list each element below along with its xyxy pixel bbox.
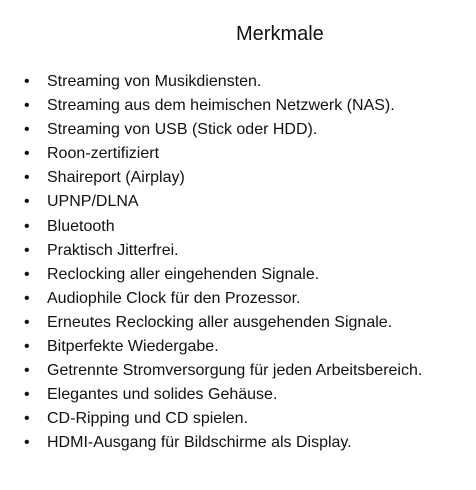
bullet-icon: • (24, 121, 30, 139)
bullet-icon: • (24, 73, 30, 90)
bullet-icon: • (24, 434, 30, 452)
bullet-icon: • (24, 193, 30, 211)
list-item-text: Roon-zertifiziert (47, 145, 160, 163)
list-item-text: CD-Ripping und CD spielen. (47, 410, 248, 428)
list-item-text: Shaireport (Airplay) (47, 169, 185, 187)
bullet-icon: • (24, 410, 30, 428)
bullet-icon: • (24, 97, 30, 115)
list-item-text: HDMI-Ausgang für Bildschirme als Display. (47, 434, 352, 452)
list-item-text: Erneutes Reclocking aller ausgehenden Signale. (47, 313, 393, 331)
bullet-icon: • (24, 241, 30, 259)
list-item-text: Bitperfekte Wiedergabe. (47, 338, 219, 356)
list-item-text: Audiophile Clock für den Prozessor. (47, 289, 301, 307)
bullet-icon: • (24, 338, 30, 356)
list-item-text: Reclocking aller eingehenden Signale. (47, 265, 320, 283)
bullet-icon: • (24, 145, 30, 163)
list-item-text: Praktisch Jitterfrei. (47, 241, 179, 259)
bullet-icon: • (24, 265, 30, 283)
bullet-icon: • (24, 169, 30, 187)
page-title: Merkmale (236, 23, 324, 45)
list-item-text: Getrennte Stromversorgung für jeden Arbeitsbereich. (47, 362, 423, 380)
list-item-text: Streaming von Musikdiensten. (47, 73, 262, 90)
bullet-icon: • (24, 313, 30, 331)
list-item-text: Streaming von USB (Stick oder HDD). (47, 121, 318, 139)
bullet-icon: • (24, 362, 30, 380)
list-item-text: Elegantes und solides Gehäuse. (47, 386, 278, 404)
list-item-text: Streaming aus dem heimischen Netzwerk (NAS). (47, 97, 395, 115)
bullet-icon: • (24, 217, 30, 235)
list-item-text: UPNP/DLNA (47, 193, 139, 211)
bullet-icon: • (24, 289, 30, 307)
bullet-icon: • (24, 386, 30, 404)
list-item-text: Bluetooth (47, 217, 115, 235)
